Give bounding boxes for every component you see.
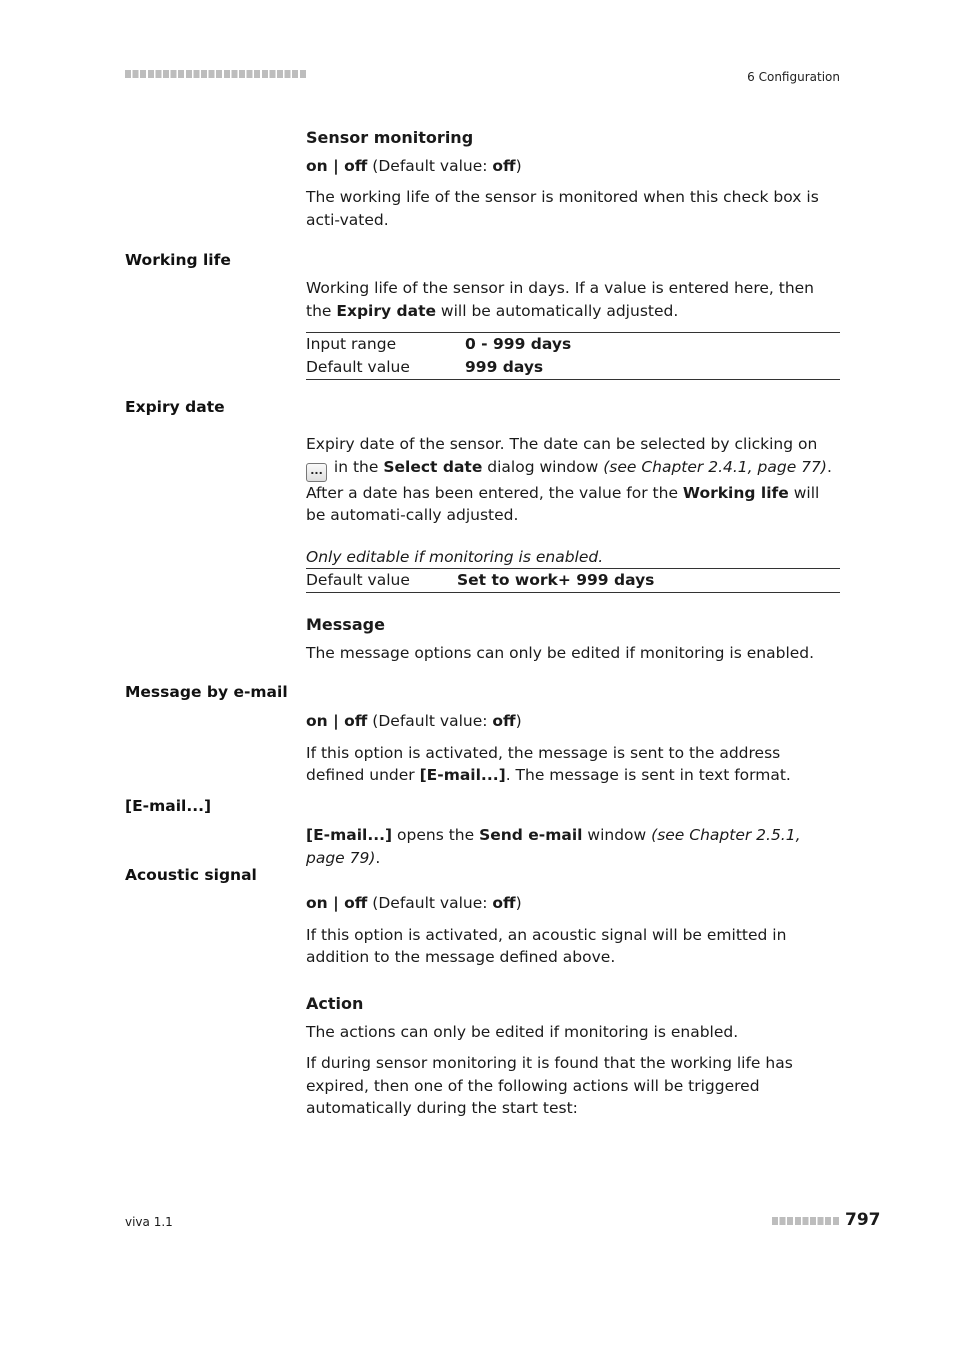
text: . xyxy=(375,848,381,867)
table-row xyxy=(306,569,840,593)
default-prefix: (Default value: xyxy=(367,156,493,175)
message-description: The message options can only be edited if monitoring is enabled. xyxy=(306,643,815,662)
text: dialog window xyxy=(482,457,604,476)
text: opens the xyxy=(392,826,480,844)
footer-product: viva 1.1 xyxy=(125,1215,173,1229)
text: will be automati-cally adjusted. xyxy=(306,483,820,524)
page-number: 797 xyxy=(845,1210,881,1230)
option-separator: | xyxy=(327,894,345,912)
expiry-date-section xyxy=(306,433,840,593)
message-email-options xyxy=(306,710,840,733)
option-off: off xyxy=(344,894,368,912)
action-description-2: If during sensor monitoring it is found that the working life has expired, then one of the following actions will be triggered automatically during the start test: xyxy=(306,1054,793,1117)
working-life-section xyxy=(306,277,840,380)
bold-term: Expiry date xyxy=(336,301,436,320)
option-separator: | xyxy=(327,712,345,730)
default-suffix: ) xyxy=(515,894,522,912)
action-description-1: The actions can only be edited if monitoring is enabled. xyxy=(306,1022,739,1041)
table-key: Default value xyxy=(306,358,410,377)
action-section xyxy=(306,993,840,1120)
bold-term: [E-mail...] xyxy=(419,766,506,784)
table-value: 0 - 999 days xyxy=(465,335,572,354)
text: window xyxy=(582,826,652,844)
expiry-date-label: Expiry date xyxy=(125,398,225,416)
option-on: on xyxy=(306,712,328,730)
text: . The message is sent in text format. xyxy=(505,766,791,784)
expiry-date-table xyxy=(306,568,840,593)
ellipsis-button-icon: ... xyxy=(306,463,327,482)
bold-term: Working life xyxy=(682,483,789,502)
email-button-label: [E-mail...] xyxy=(125,797,212,815)
acoustic-signal-label: Acoustic signal xyxy=(125,866,257,884)
text: Expiry date of the sensor. The date can be selected by clicking on xyxy=(306,435,818,453)
text: Working life of the sensor in days. If a value is entered here, then the xyxy=(306,279,815,320)
email-button-section xyxy=(306,824,840,869)
table-value: Set to work+ 999 days xyxy=(457,571,655,590)
message-email-section xyxy=(306,710,840,787)
working-life-description xyxy=(306,277,840,322)
chapter-reference[interactable]: (see Chapter 2.5.1, page 79) xyxy=(306,826,801,867)
table-row xyxy=(306,333,840,357)
default-suffix: ) xyxy=(515,156,522,175)
table-row xyxy=(306,356,840,380)
header-chapter: 6 Configuration xyxy=(747,70,840,84)
option-separator: | xyxy=(327,156,345,175)
acoustic-signal-description: If this option is activated, an acoustic signal will be emitted in addition to the message defined above. xyxy=(306,925,787,966)
acoustic-signal-options xyxy=(306,892,840,915)
sensor-monitoring-description: The working life of the sensor is monitored when this check box is acti-vated. xyxy=(306,188,819,229)
message-section xyxy=(306,614,840,664)
default-prefix: (Default value: xyxy=(367,712,493,730)
table-key: Input range xyxy=(306,335,397,354)
default-value: off xyxy=(492,894,516,912)
email-button-description xyxy=(306,824,840,869)
text: . After a date has been entered, the value for the xyxy=(306,457,832,502)
option-on: on xyxy=(306,894,328,912)
message-email-label: Message by e-mail xyxy=(125,683,288,701)
bold-term: Send e-mail xyxy=(479,826,583,844)
message-title: Message xyxy=(306,615,385,634)
option-off: off xyxy=(344,156,368,175)
message-email-description xyxy=(306,742,840,787)
sensor-monitoring-section xyxy=(306,127,840,231)
bold-term: [E-mail...] xyxy=(306,826,393,844)
default-value: off xyxy=(492,156,516,175)
chapter-reference[interactable]: (see Chapter 2.4.1, page 77) xyxy=(603,457,827,476)
expiry-date-description xyxy=(306,433,840,527)
option-on: on xyxy=(306,156,328,175)
option-off: off xyxy=(344,712,368,730)
expiry-date-note: Only editable if monitoring is enabled. xyxy=(306,547,604,566)
text: If this option is activated, the message is sent to the address defined under xyxy=(306,743,781,784)
acoustic-signal-section xyxy=(306,892,840,969)
action-title: Action xyxy=(306,994,364,1013)
default-suffix: ) xyxy=(515,712,522,730)
text: will be automatically adjusted. xyxy=(436,301,679,320)
footer-decoration xyxy=(772,1217,840,1225)
default-prefix: (Default value: xyxy=(367,894,493,912)
working-life-label: Working life xyxy=(125,251,231,269)
working-life-table xyxy=(306,332,840,380)
text: in the xyxy=(329,457,384,476)
sensor-monitoring-title: Sensor monitoring xyxy=(306,128,474,147)
header-decoration xyxy=(125,70,307,78)
table-value: 999 days xyxy=(465,358,544,377)
sensor-monitoring-options xyxy=(306,155,840,178)
bold-term: Select date xyxy=(383,457,483,476)
default-value: off xyxy=(492,712,516,730)
table-key: Default value xyxy=(306,571,410,590)
